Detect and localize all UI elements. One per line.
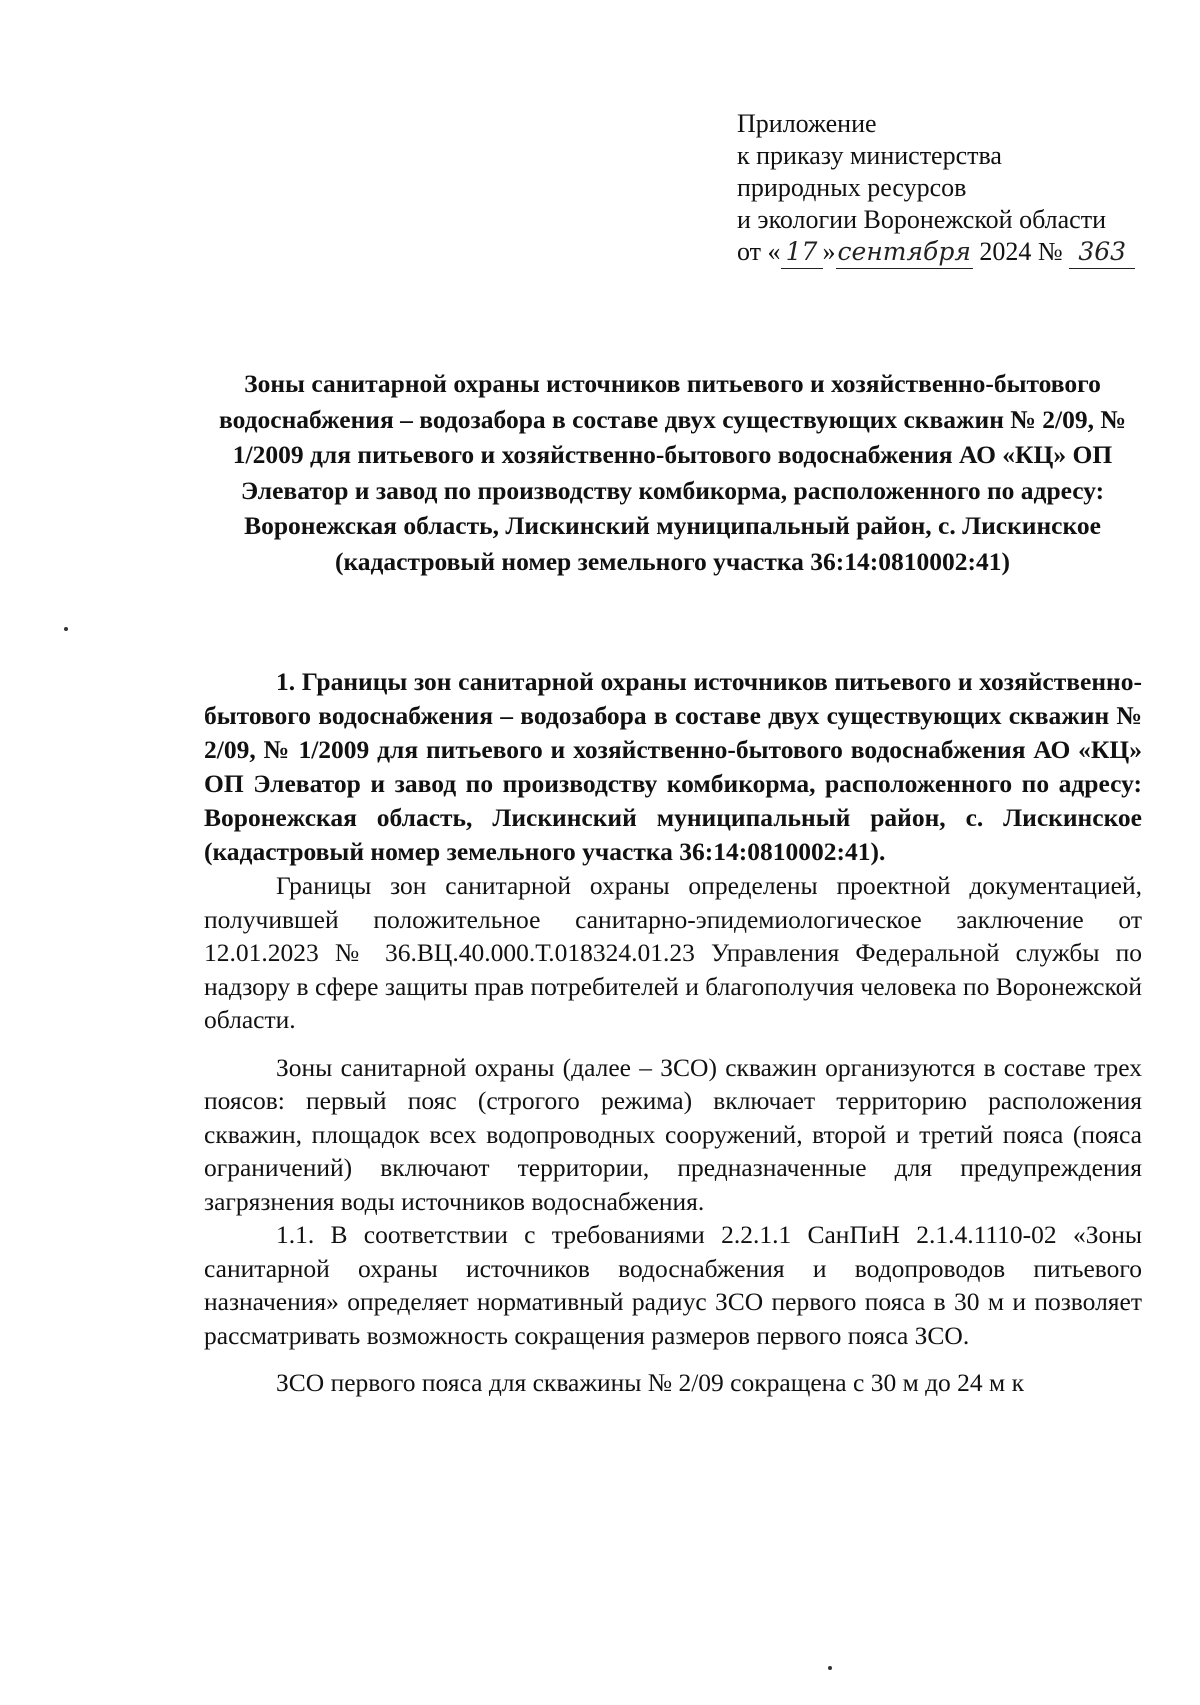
appendix-date-line <box>737 236 1177 269</box>
document-title: Зоны санитарной охраны источников питьевого и хозяйственно-бытового водоснабжения – водозабора в составе двух существующих скважин № 2/09, № 1/2009 для питьевого и хозяйственно-бытового водоснабжения АО «КЦ» ОП Элеватор и завод по производству комбикорма, расположенного по адресу: Воронежская область, Лискинский муниципальный район, с. Лискинское (кадастровый номер земельного участка 36:14:0810002:41) <box>219 369 1126 576</box>
document-body <box>204 665 1142 1400</box>
scan-speck <box>64 627 68 631</box>
handwritten-month: сентября <box>836 236 973 269</box>
handwritten-order-number: 363 <box>1069 236 1135 269</box>
appendix-line-order: к приказу министерства <box>737 141 1002 170</box>
paragraph-zones: Зоны санитарной охраны (далее – ЗСО) скважин организуются в составе трех поясов: первый пояс (строгого режима) включает территорию расположения скважин, площадок всех водопроводных сооружений, второй и третий пояса (пояса ограничений) включают территории, предназначенные для предупреждения загрязнения воды источников водоснабжения. <box>204 1052 1142 1216</box>
section-1-heading: 1. Границы зон санитарной охраны источников питьевого и хозяйственно-бытового водоснабжения – водозабора в составе двух существующих скважин № 2/09, № 1/2009 для питьевого и хозяйственно-бытового водоснабжения АО «КЦ» ОП Элеватор и завод по производству комбикорма, расположенного по адресу: Воронежская область, Лискинский муниципальный район, с. Лискинское (кадастровый номер земельного участка 36:14:0810002:41). <box>204 667 1142 866</box>
scan-speck <box>828 1666 832 1670</box>
appendix-line-resources: природных ресурсов <box>737 173 967 202</box>
date-prefix: от « <box>737 237 781 266</box>
appendix-block <box>737 108 1177 269</box>
paragraph-well-2-09: ЗСО первого пояса для скважины № 2/09 сокращена с 30 м до 24 м к <box>276 1368 1024 1397</box>
date-year: 2024 № <box>979 237 1063 266</box>
appendix-line-region: и экологии Воронежской области <box>737 205 1106 234</box>
appendix-title: Приложение <box>737 109 877 138</box>
paragraph-1-1: 1.1. В соответствии с требованиями 2.2.1.1 СанПиН 2.1.4.1110-02 «Зоны санитарной охраны источников водоснабжения и водопроводов питьевого назначения» определяет нормативный радиус ЗСО первого пояса в 30 м и позволяет рассматривать возможность сокращения размеров первого пояса ЗСО. <box>204 1220 1142 1350</box>
date-separator: » <box>822 237 836 266</box>
handwritten-day: 17 <box>781 236 823 269</box>
paragraph-boundaries: Границы зон санитарной охраны определены проектной документацией, получившей положительное санитарно-эпидемиологическое заключение от 12.01.2023 № 36.ВЦ.40.000.Т.018324.01.23 Управления Федеральной службы по надзору в сфере защиты прав потребителей и благополучия человека по Воронежской области. <box>204 871 1142 1034</box>
